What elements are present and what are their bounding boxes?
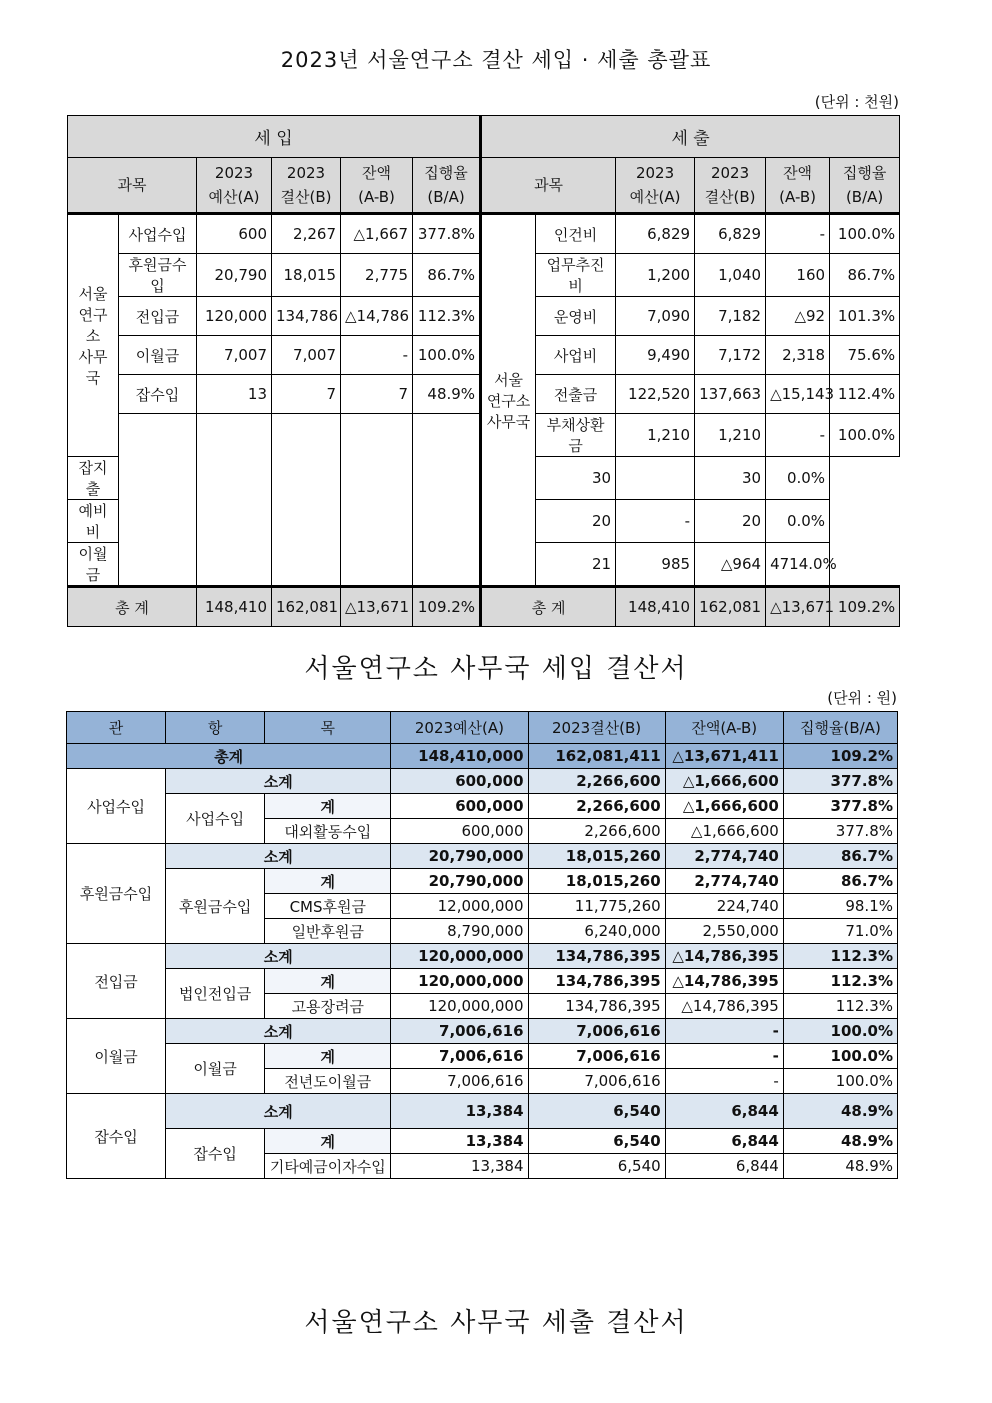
expense-budget: 1,210	[616, 414, 695, 457]
mok-cell: 대외활동수입	[265, 819, 391, 844]
item-balance: -	[665, 1069, 783, 1094]
table-row	[67, 1019, 898, 1044]
item-balance: 224,740	[665, 894, 783, 919]
expense-total-budget: 148,410	[616, 587, 695, 627]
income-balance: -	[341, 336, 413, 375]
header-line: 2023	[286, 164, 326, 182]
subtotal-rate: 377.8%	[783, 769, 897, 794]
col-rate	[830, 158, 900, 214]
item-budget: 8,790,000	[391, 919, 528, 944]
header-line: 2023	[710, 164, 750, 182]
sum-balance: △14,786,395	[665, 969, 783, 994]
col-settle	[695, 158, 766, 214]
summary-unit: (단위 : 천원)	[814, 93, 899, 111]
table-row	[67, 769, 898, 794]
subtotal-balance: 6,844	[665, 1094, 783, 1129]
table-row	[68, 214, 900, 254]
org-line: 연구소	[78, 306, 108, 345]
header-cell: 2023결산(B)	[528, 712, 665, 744]
sum-label: 계	[265, 794, 391, 819]
gwan-cell: 후원금수입	[67, 844, 166, 944]
gwan-cell: 잡수입	[67, 1094, 166, 1179]
income-budget: 600	[197, 214, 272, 254]
header-cell: 항	[166, 712, 265, 744]
income-rate: 86.7%	[413, 254, 481, 297]
income-settle: 7,007	[272, 336, 341, 375]
item-budget: 12,000,000	[391, 894, 528, 919]
sum-balance: △1,666,600	[665, 794, 783, 819]
expense-detail-title: 서울연구소 사무국 세출 결산서	[304, 1308, 688, 1338]
sum-budget: 600,000	[391, 794, 528, 819]
item-settle: 6,240,000	[528, 919, 665, 944]
item-settle: 7,006,616	[528, 1069, 665, 1094]
income-rate: 377.8%	[413, 214, 481, 254]
grand-total-budget: 148,410,000	[391, 744, 528, 769]
org-line: 서울	[78, 285, 108, 303]
item-budget: 13,384	[391, 1154, 528, 1179]
subtotal-rate: 48.9%	[783, 1094, 897, 1129]
subtotal-label: 소계	[166, 1019, 391, 1044]
subtotal-label: 소계	[166, 769, 391, 794]
sum-balance: 6,844	[665, 1129, 783, 1154]
income-rate: 100.0%	[413, 336, 481, 375]
income-detail-unit: (단위 : 원)	[827, 689, 897, 707]
income-total-settle: 162,081	[272, 587, 341, 627]
expense-total-label: 총 계	[481, 587, 616, 627]
subtotal-budget: 600,000	[391, 769, 528, 794]
expense-settle: 985	[616, 543, 695, 587]
expense-subject: 인건비	[536, 214, 616, 254]
header-cell: 목	[265, 712, 391, 744]
table-row	[67, 1094, 898, 1129]
mok-cell: 고용장려금	[265, 994, 391, 1019]
header-line: 2023	[214, 164, 254, 182]
subtotal-budget: 13,384	[391, 1094, 528, 1129]
income-settle: 7	[272, 375, 341, 414]
expense-settle: 137,663	[695, 375, 766, 414]
expense-subject: 잡지출	[68, 457, 119, 500]
hang-cell: 법인전입금	[166, 969, 265, 1019]
sum-settle: 7,006,616	[528, 1044, 665, 1069]
item-settle: 2,266,600	[528, 819, 665, 844]
subtotal-settle: 18,015,260	[528, 844, 665, 869]
sum-rate: 377.8%	[783, 794, 897, 819]
expense-rate: 112.4%	[830, 375, 900, 414]
item-balance: 2,550,000	[665, 919, 783, 944]
expense-settle: 7,182	[695, 297, 766, 336]
income-budget: 13	[197, 375, 272, 414]
org-line: 사무국	[78, 348, 108, 387]
expense-settle: 6,829	[695, 214, 766, 254]
item-settle: 11,775,260	[528, 894, 665, 919]
header-line: 결산(B)	[704, 188, 756, 206]
gwan-cell: 전입금	[67, 944, 166, 1019]
table-row	[67, 794, 898, 819]
org-line: 연구소	[486, 391, 531, 410]
header-line: 잔액	[362, 164, 391, 182]
item-settle: 6,540	[528, 1154, 665, 1179]
grand-total-balance: △13,671,411	[665, 744, 783, 769]
header-cell: 집행율(B/A)	[783, 712, 897, 744]
subtotal-label: 소계	[166, 844, 391, 869]
expense-settle: 1,040	[695, 254, 766, 297]
expense-settle	[616, 457, 695, 500]
org-line: 사무국	[486, 412, 531, 431]
expense-subject: 이월금	[68, 543, 119, 587]
item-budget: 120,000,000	[391, 994, 528, 1019]
subtotal-budget: 120,000,000	[391, 944, 528, 969]
table-row	[67, 969, 898, 994]
table-row	[68, 158, 900, 214]
item-balance: △1,666,600	[665, 819, 783, 844]
income-rate: 48.9%	[413, 375, 481, 414]
income-budget	[197, 414, 272, 587]
income-budget: 7,007	[197, 336, 272, 375]
item-rate: 100.0%	[783, 1069, 897, 1094]
header-cell: 잔액(A-B)	[665, 712, 783, 744]
item-budget: 600,000	[391, 819, 528, 844]
hang-cell: 잡수입	[166, 1129, 265, 1179]
item-rate: 48.9%	[783, 1154, 897, 1179]
subtotal-rate: 100.0%	[783, 1019, 897, 1044]
sum-label: 계	[265, 1044, 391, 1069]
sum-settle: 2,266,600	[528, 794, 665, 819]
subtotal-balance: △14,786,395	[665, 944, 783, 969]
expense-total-balance: △13,671	[766, 587, 830, 627]
income-subject: 전입금	[119, 297, 197, 336]
hang-cell: 이월금	[166, 1044, 265, 1094]
grand-total-settle: 162,081,411	[528, 744, 665, 769]
sum-settle: 134,786,395	[528, 969, 665, 994]
income-subject: 잡수입	[119, 375, 197, 414]
sum-balance: -	[665, 1044, 783, 1069]
income-total-rate: 109.2%	[413, 587, 481, 627]
subtotal-balance: -	[665, 1019, 783, 1044]
income-header: 세 입	[68, 116, 481, 158]
expense-budget: 1,200	[616, 254, 695, 297]
sum-label: 계	[265, 869, 391, 894]
expense-total-settle: 162,081	[695, 587, 766, 627]
income-detail-title: 서울연구소 사무국 세입 결산서	[304, 654, 688, 684]
income-subject: 이월금	[119, 336, 197, 375]
header-line: 예산(A)	[629, 188, 681, 206]
income-budget: 20,790	[197, 254, 272, 297]
header-cell: 관	[67, 712, 166, 744]
expense-budget: 6,829	[616, 214, 695, 254]
expense-rate: 86.7%	[830, 254, 900, 297]
expense-total-rate: 109.2%	[830, 587, 900, 627]
header-line: (B/A)	[427, 188, 465, 206]
subtotal-settle: 6,540	[528, 1094, 665, 1129]
income-total-label: 총 계	[68, 587, 197, 627]
expense-settle: -	[616, 500, 695, 543]
expense-budget: 7,090	[616, 297, 695, 336]
col-budget	[616, 158, 695, 214]
expense-budget: 21	[536, 543, 616, 587]
header-line: 잔액	[783, 164, 813, 182]
header-line: (A-B)	[358, 188, 395, 206]
income-budget: 120,000	[197, 297, 272, 336]
income-balance: 2,775	[341, 254, 413, 297]
table-row	[68, 116, 900, 158]
expense-settle: 1,210	[695, 414, 766, 457]
sum-budget: 120,000,000	[391, 969, 528, 994]
col-settle	[272, 158, 341, 214]
expense-rate: 100.0%	[830, 214, 900, 254]
expense-budget: 122,520	[616, 375, 695, 414]
expense-subject: 운영비	[536, 297, 616, 336]
header-line: (A-B)	[779, 188, 816, 206]
table-row	[67, 744, 898, 769]
expense-budget: 30	[536, 457, 616, 500]
expense-rate: 100.0%	[830, 414, 900, 457]
income-balance: △14,786	[341, 297, 413, 336]
table-row	[67, 1044, 898, 1069]
income-balance	[341, 414, 413, 587]
expense-rate: 75.6%	[830, 336, 900, 375]
sum-settle: 6,540	[528, 1129, 665, 1154]
col-balance	[766, 158, 830, 214]
expense-rate: 0.0%	[766, 500, 830, 543]
table-row	[67, 1129, 898, 1154]
sum-budget: 20,790,000	[391, 869, 528, 894]
col-budget	[197, 158, 272, 214]
expense-subject: 예비비	[68, 500, 119, 543]
income-settle	[272, 414, 341, 587]
subtotal-budget: 20,790,000	[391, 844, 528, 869]
item-budget: 7,006,616	[391, 1069, 528, 1094]
income-settle: 2,267	[272, 214, 341, 254]
subtotal-balance: 2,774,740	[665, 844, 783, 869]
income-total-balance: △13,671	[341, 587, 413, 627]
table-row	[67, 712, 898, 744]
income-detail-table	[66, 711, 898, 1179]
income-subject: 후원금수입	[119, 254, 197, 297]
hang-cell: 사업수입	[166, 794, 265, 844]
subtotal-balance: △1,666,600	[665, 769, 783, 794]
income-total-budget: 148,410	[197, 587, 272, 627]
header-line: 2023	[635, 164, 675, 182]
sum-balance: 2,774,740	[665, 869, 783, 894]
col-subject: 과목	[68, 158, 197, 214]
sum-rate: 86.7%	[783, 869, 897, 894]
grand-total-rate: 109.2%	[783, 744, 897, 769]
subtotal-budget: 7,006,616	[391, 1019, 528, 1044]
expense-budget: 9,490	[616, 336, 695, 375]
subtotal-settle: 134,786,395	[528, 944, 665, 969]
subtotal-rate: 86.7%	[783, 844, 897, 869]
table-row	[67, 844, 898, 869]
mok-cell: 일반후원금	[265, 919, 391, 944]
item-rate: 377.8%	[783, 819, 897, 844]
sum-settle: 18,015,260	[528, 869, 665, 894]
sum-label: 계	[265, 1129, 391, 1154]
subtotal-label: 소계	[166, 944, 391, 969]
income-org	[68, 214, 119, 457]
income-balance: △1,667	[341, 214, 413, 254]
expense-subject: 사업비	[536, 336, 616, 375]
expense-subject: 업무추진비	[536, 254, 616, 297]
item-rate: 71.0%	[783, 919, 897, 944]
expense-rate: 4714.0%	[766, 543, 830, 587]
item-balance: △14,786,395	[665, 994, 783, 1019]
mok-cell: CMS후원금	[265, 894, 391, 919]
subtotal-rate: 112.3%	[783, 944, 897, 969]
expense-budget: 20	[536, 500, 616, 543]
subtotal-settle: 2,266,600	[528, 769, 665, 794]
expense-balance: -	[766, 214, 830, 254]
grand-total-label: 총계	[67, 744, 391, 769]
header-line: 집행율	[842, 164, 887, 182]
col-balance	[341, 158, 413, 214]
org-line: 서울	[494, 370, 524, 389]
expense-org	[481, 214, 536, 587]
income-settle: 18,015	[272, 254, 341, 297]
expense-balance: 160	[766, 254, 830, 297]
sum-rate: 48.9%	[783, 1129, 897, 1154]
mok-cell: 기타예금이자수입	[265, 1154, 391, 1179]
income-subject: 사업수입	[119, 214, 197, 254]
table-row	[68, 587, 900, 627]
header-line: (B/A)	[845, 188, 884, 206]
expense-header: 세 출	[481, 116, 900, 158]
expense-balance: 20	[695, 500, 766, 543]
header-cell: 2023예산(A)	[391, 712, 528, 744]
expense-settle: 7,172	[695, 336, 766, 375]
gwan-cell: 사업수입	[67, 769, 166, 844]
sum-label: 계	[265, 969, 391, 994]
income-rate	[413, 414, 481, 587]
summary-title: 2023년 서울연구소 결산 세입 · 세출 총괄표	[280, 48, 712, 72]
expense-balance: △15,143	[766, 375, 830, 414]
item-balance: 6,844	[665, 1154, 783, 1179]
expense-balance: △964	[695, 543, 766, 587]
expense-subject: 전출금	[536, 375, 616, 414]
expense-subject: 부채상환금	[536, 414, 616, 457]
sum-rate: 112.3%	[783, 969, 897, 994]
summary-table	[67, 115, 900, 627]
sum-budget: 13,384	[391, 1129, 528, 1154]
col-subject: 과목	[481, 158, 616, 214]
subtotal-label: 소계	[166, 1094, 391, 1129]
income-rate: 112.3%	[413, 297, 481, 336]
table-row	[67, 869, 898, 894]
hang-cell: 후원금수입	[166, 869, 265, 944]
income-balance: 7	[341, 375, 413, 414]
sum-budget: 7,006,616	[391, 1044, 528, 1069]
col-rate	[413, 158, 481, 214]
item-settle: 134,786,395	[528, 994, 665, 1019]
sum-rate: 100.0%	[783, 1044, 897, 1069]
expense-balance: -	[766, 414, 830, 457]
expense-rate: 0.0%	[766, 457, 830, 500]
item-rate: 112.3%	[783, 994, 897, 1019]
item-rate: 98.1%	[783, 894, 897, 919]
expense-rate: 101.3%	[830, 297, 900, 336]
table-row	[67, 944, 898, 969]
expense-balance: 30	[695, 457, 766, 500]
header-line: 예산(A)	[208, 188, 260, 206]
gwan-cell: 이월금	[67, 1019, 166, 1094]
expense-balance: 2,318	[766, 336, 830, 375]
income-settle: 134,786	[272, 297, 341, 336]
subtotal-settle: 7,006,616	[528, 1019, 665, 1044]
header-line: 집행율	[424, 164, 468, 182]
expense-balance: △92	[766, 297, 830, 336]
header-line: 결산(B)	[280, 188, 332, 206]
income-subject	[119, 414, 197, 587]
mok-cell: 전년도이월금	[265, 1069, 391, 1094]
